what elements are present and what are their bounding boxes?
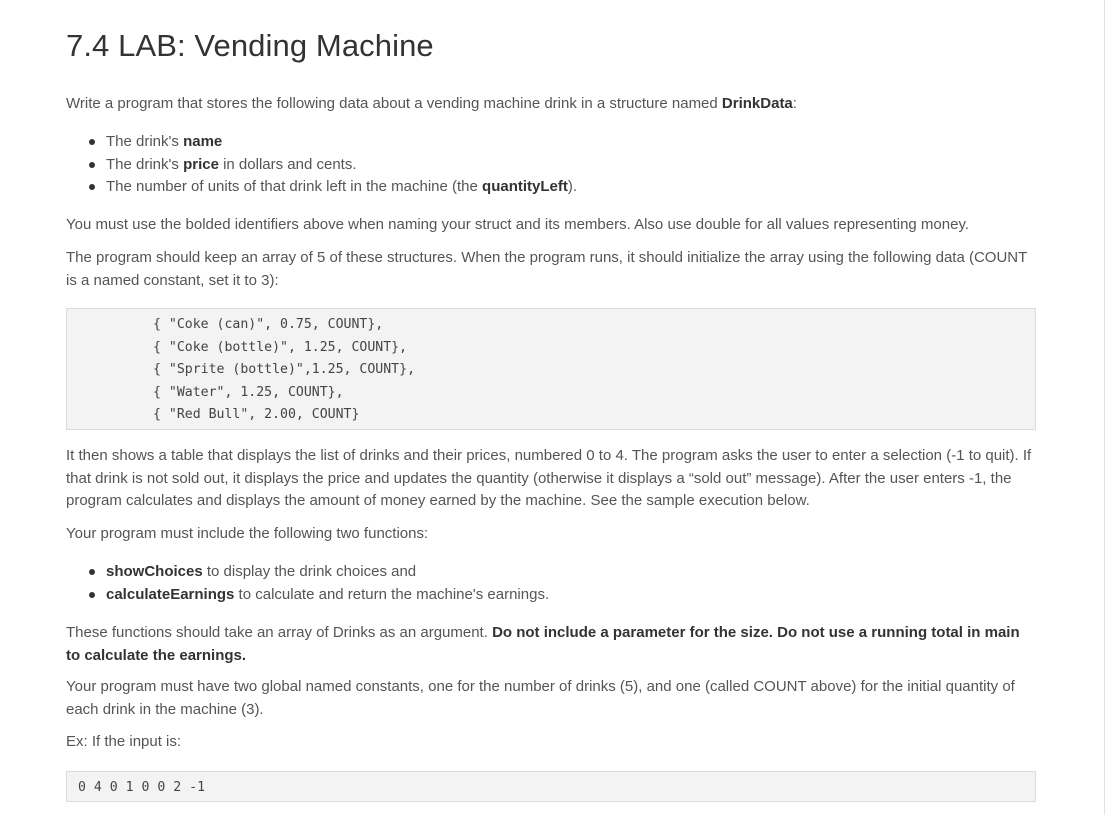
args-note — [66, 622, 1036, 667]
bullet-icon — [89, 162, 95, 168]
init-code-line: { "Sprite (bottle)",1.25, COUNT}, — [153, 362, 416, 378]
intro-paragraph — [66, 93, 1036, 116]
list-item-text: to display the drink choices and — [202, 563, 417, 580]
constants-note: Your program must have two global named constants, one for the number of drinks (5), and one (called COUNT above) for the initial quantity of each drink in the machine (3). — [66, 678, 1015, 718]
struct-name: DrinkData — [721, 95, 793, 112]
list-item-text: in dollars and cents. — [218, 155, 357, 173]
list-item — [66, 176, 1006, 199]
list-item-text: to calculate and return the machine's earnings. — [234, 585, 550, 603]
functions-list — [66, 561, 1006, 606]
list-item-text: The drink's — [106, 155, 184, 173]
identifiers-note: You must use the bolded identifiers above when naming your struct and its members. Also use double for all values representing money. — [66, 216, 970, 233]
bullet-icon — [89, 569, 95, 575]
bullet-icon — [89, 139, 95, 145]
init-code-line: { "Red Bull", 2.00, COUNT} — [153, 407, 360, 423]
intro-colon: : — [792, 95, 797, 112]
list-item — [66, 154, 1006, 177]
page-title: 7.4 LAB: Vending Machine — [66, 28, 434, 63]
intro-text: Write a program that stores the following data about a vending machine drink in a structure named — [66, 95, 722, 112]
field-identifier: name — [183, 133, 223, 150]
table-note: It then shows a table that displays the list of drinks and their prices, numbered 0 to 4. The program asks the user to enter a selection (-1 to quit). If that drink is not sold out, it displays the price and updates the quantity (otherwise it displays a “sold out” message). After the user enters -1, the program calculates and displays the amount of money earned by the machine. See the sample execution below. — [66, 447, 1032, 509]
init-code-line: { "Water", 1.25, COUNT}, — [153, 384, 344, 400]
struct-fields-list — [66, 131, 1006, 199]
function-identifier: showChoices — [106, 563, 203, 580]
list-item — [66, 561, 1006, 584]
init-code-line: { "Coke (bottle)", 1.25, COUNT}, — [153, 339, 408, 355]
args-note-text: These functions should take an array of Drinks as an argument. — [66, 624, 493, 641]
bullet-icon — [89, 184, 95, 190]
example-input-block — [66, 771, 1036, 802]
list-item — [66, 584, 1006, 607]
init-code-block — [66, 308, 1036, 430]
functions-note: Your program must include the following two functions: — [66, 525, 429, 542]
list-item — [66, 131, 1006, 154]
function-identifier: calculateEarnings — [106, 585, 235, 603]
field-identifier: quantityLeft — [482, 178, 568, 195]
example-label: Ex: If the input is: — [66, 733, 182, 750]
array-note: The program should keep an array of 5 of these structures. When the program runs, it should initialize the array using the following data (COUNT is a named constant, set it to 3): — [66, 249, 1028, 289]
list-item-text: The drink's — [106, 133, 184, 150]
list-item-text: The number of units of that drink left in the machine (the — [106, 178, 483, 195]
list-item-text: ). — [567, 178, 578, 195]
bullet-icon — [89, 592, 95, 598]
field-identifier: price — [183, 155, 219, 173]
example-input-code: 0 4 0 1 0 0 2 -1 — [78, 780, 206, 795]
init-code-line: { "Coke (can)", 0.75, COUNT}, — [153, 317, 384, 332]
args-note-emphasis: Do not include a parameter for the size. Do not use a running total in main to calculate the earnings. — [66, 624, 1020, 664]
